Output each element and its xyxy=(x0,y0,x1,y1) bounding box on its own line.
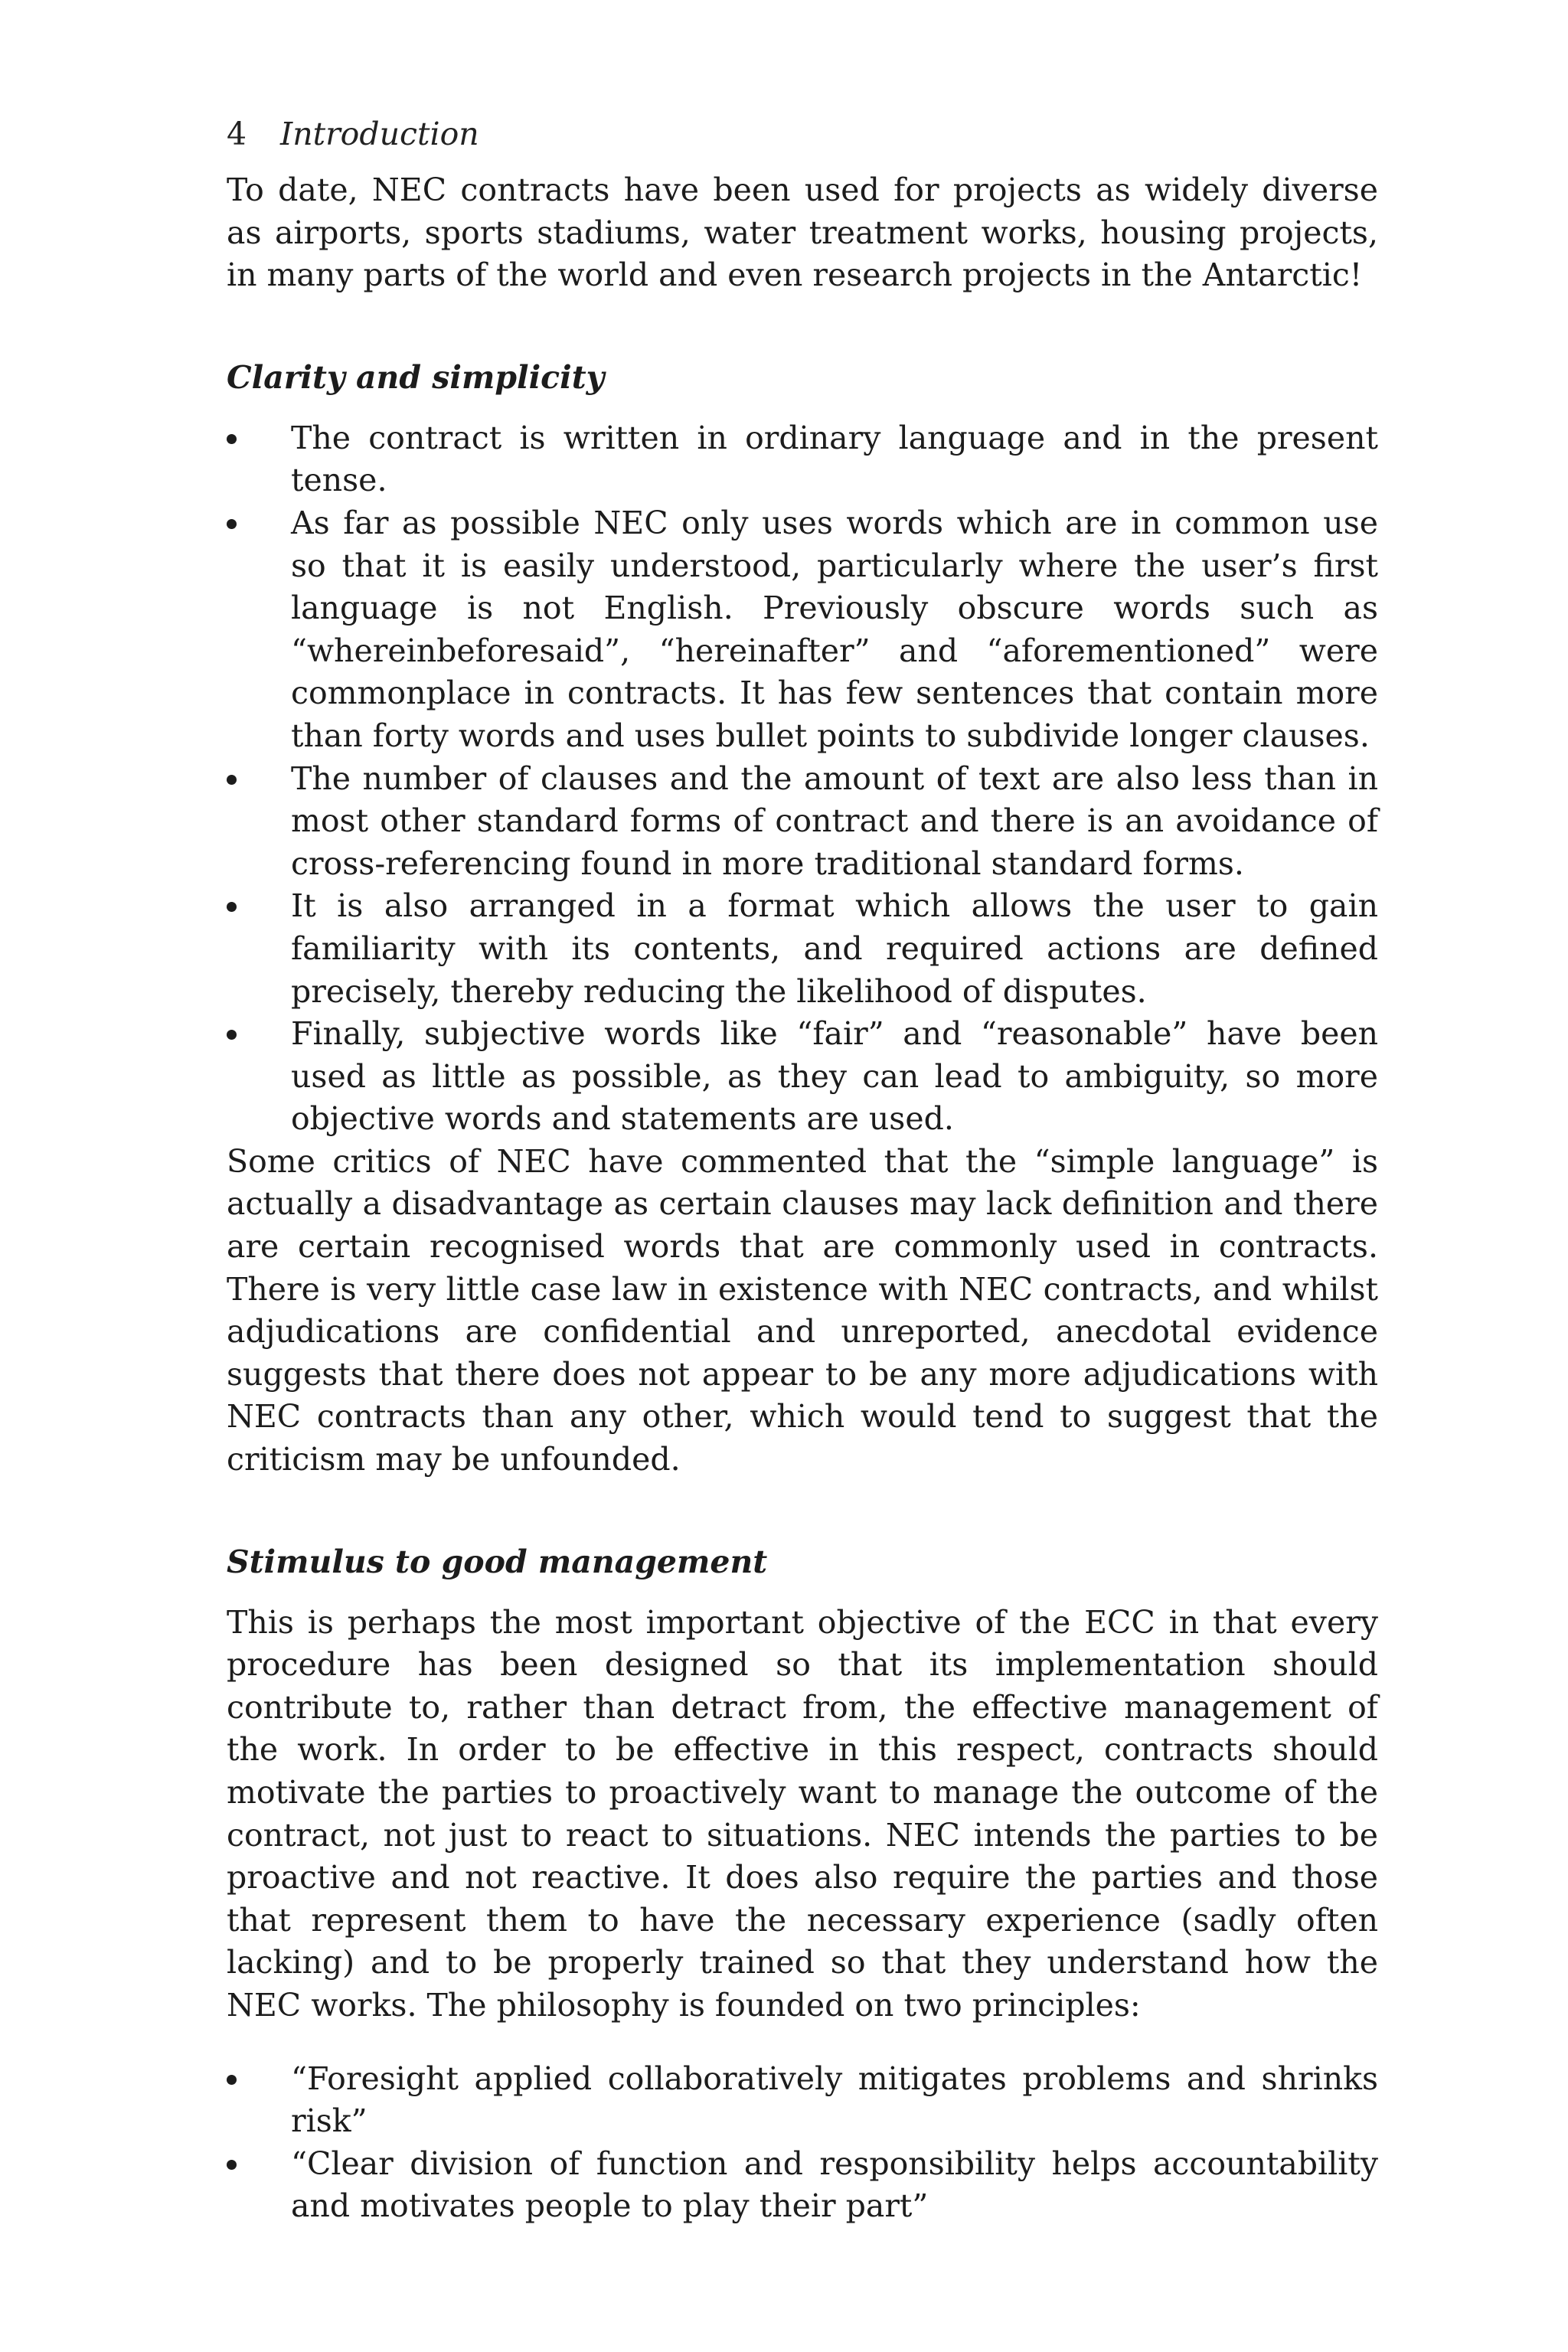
section-heading-stimulus: Stimulus to good management xyxy=(227,1543,768,1580)
stimulus-paragraph: This is perhaps the most important objective of the ECC in that every procedure has been designed so that its implementation should contribute to, rather than detract from, the effective management of the work. In order to be effective in this respect, contracts should motivate the parties to proactively want to manage the outcome of the contract, not just to react to situations. NEC intends the parties to be proactive and not reactive. It does also require the parties and those that represent them to have the necessary experience (sadly often lacking) and to be properly trained so that they understand how the NEC works. The philosophy is founded on two principles: xyxy=(227,1603,1378,2024)
bullet-icon xyxy=(227,2160,237,2170)
bullet-icon xyxy=(227,2075,237,2085)
list-item-text: As far as possible NEC only uses words which are in common use so that it is easily understood, particularly where the user’s first language is not English. Previously obscure words such as “whereinbeforesaid”, “hereinafter” and “aforementioned” were commonplace in contracts. It has few sentences that contain more than forty words and uses bullet points to subdivide longer clauses. xyxy=(291,504,1378,754)
list-item xyxy=(227,417,1378,502)
list-item-text: It is also arranged in a format which allows the user to gain familiarity with its contents, and required actions are defined precisely, thereby reducing the likelihood of disputes. xyxy=(291,887,1378,1010)
list-item xyxy=(227,758,1378,886)
list-item xyxy=(227,885,1378,1013)
list-item-text: “Clear division of function and responsibility helps accountability and motivates people to play their part” xyxy=(291,2145,1378,2225)
bullet-icon xyxy=(227,902,237,912)
list-item-text: Finally, subjective words like “fair” and “reasonable” have been used as little as possible, as they can lead to ambiguity, so more objective words and statements are used. xyxy=(291,1015,1378,1138)
list-item-text: The contract is written in ordinary language and in the present tense. xyxy=(291,419,1378,499)
page-number: 4 xyxy=(227,116,247,152)
list-item xyxy=(227,1013,1378,1141)
section-heading-clarity: Clarity and simplicity xyxy=(227,358,605,396)
bullet-icon xyxy=(227,775,237,785)
running-head xyxy=(227,113,1378,155)
intro-paragraph: To date, NEC contracts have been used for projects as widely diverse as airports, sports stadiums, water treatment works, housing projects, in many parts of the world and even research projects in the Antarctic! xyxy=(227,172,1378,294)
running-head-title: Introduction xyxy=(280,116,479,152)
list-item-text: “Foresight applied collaboratively mitigates problems and shrinks risk” xyxy=(291,2060,1378,2140)
bullet-icon xyxy=(227,434,237,444)
bullet-icon xyxy=(227,519,237,529)
list-item xyxy=(227,2058,1378,2143)
book-page xyxy=(227,113,1378,2228)
principles-bullet-list xyxy=(227,2058,1378,2228)
bullet-icon xyxy=(227,1030,237,1040)
critics-paragraph: Some critics of NEC have commented that the “simple language” is actually a disadvantage as certain clauses may lack definition and there are certain recognised words that are commonly used in contracts. There is very little case law in existence with NEC contracts, and whilst adjudications are confidential and unreported, anecdotal evidence suggests that there does not appear to be any more adjudications with NEC contracts than any other, which would tend to suggest that the criticism may be unfounded. xyxy=(227,1142,1378,1478)
list-item xyxy=(227,2143,1378,2228)
list-item-text: The number of clauses and the amount of text are also less than in most other standard forms of contract and there is an avoidance of cross-referencing found in more traditional standard forms. xyxy=(291,760,1378,882)
clarity-bullet-list xyxy=(227,417,1378,1141)
list-item xyxy=(227,502,1378,758)
spacer xyxy=(227,2027,1378,2058)
